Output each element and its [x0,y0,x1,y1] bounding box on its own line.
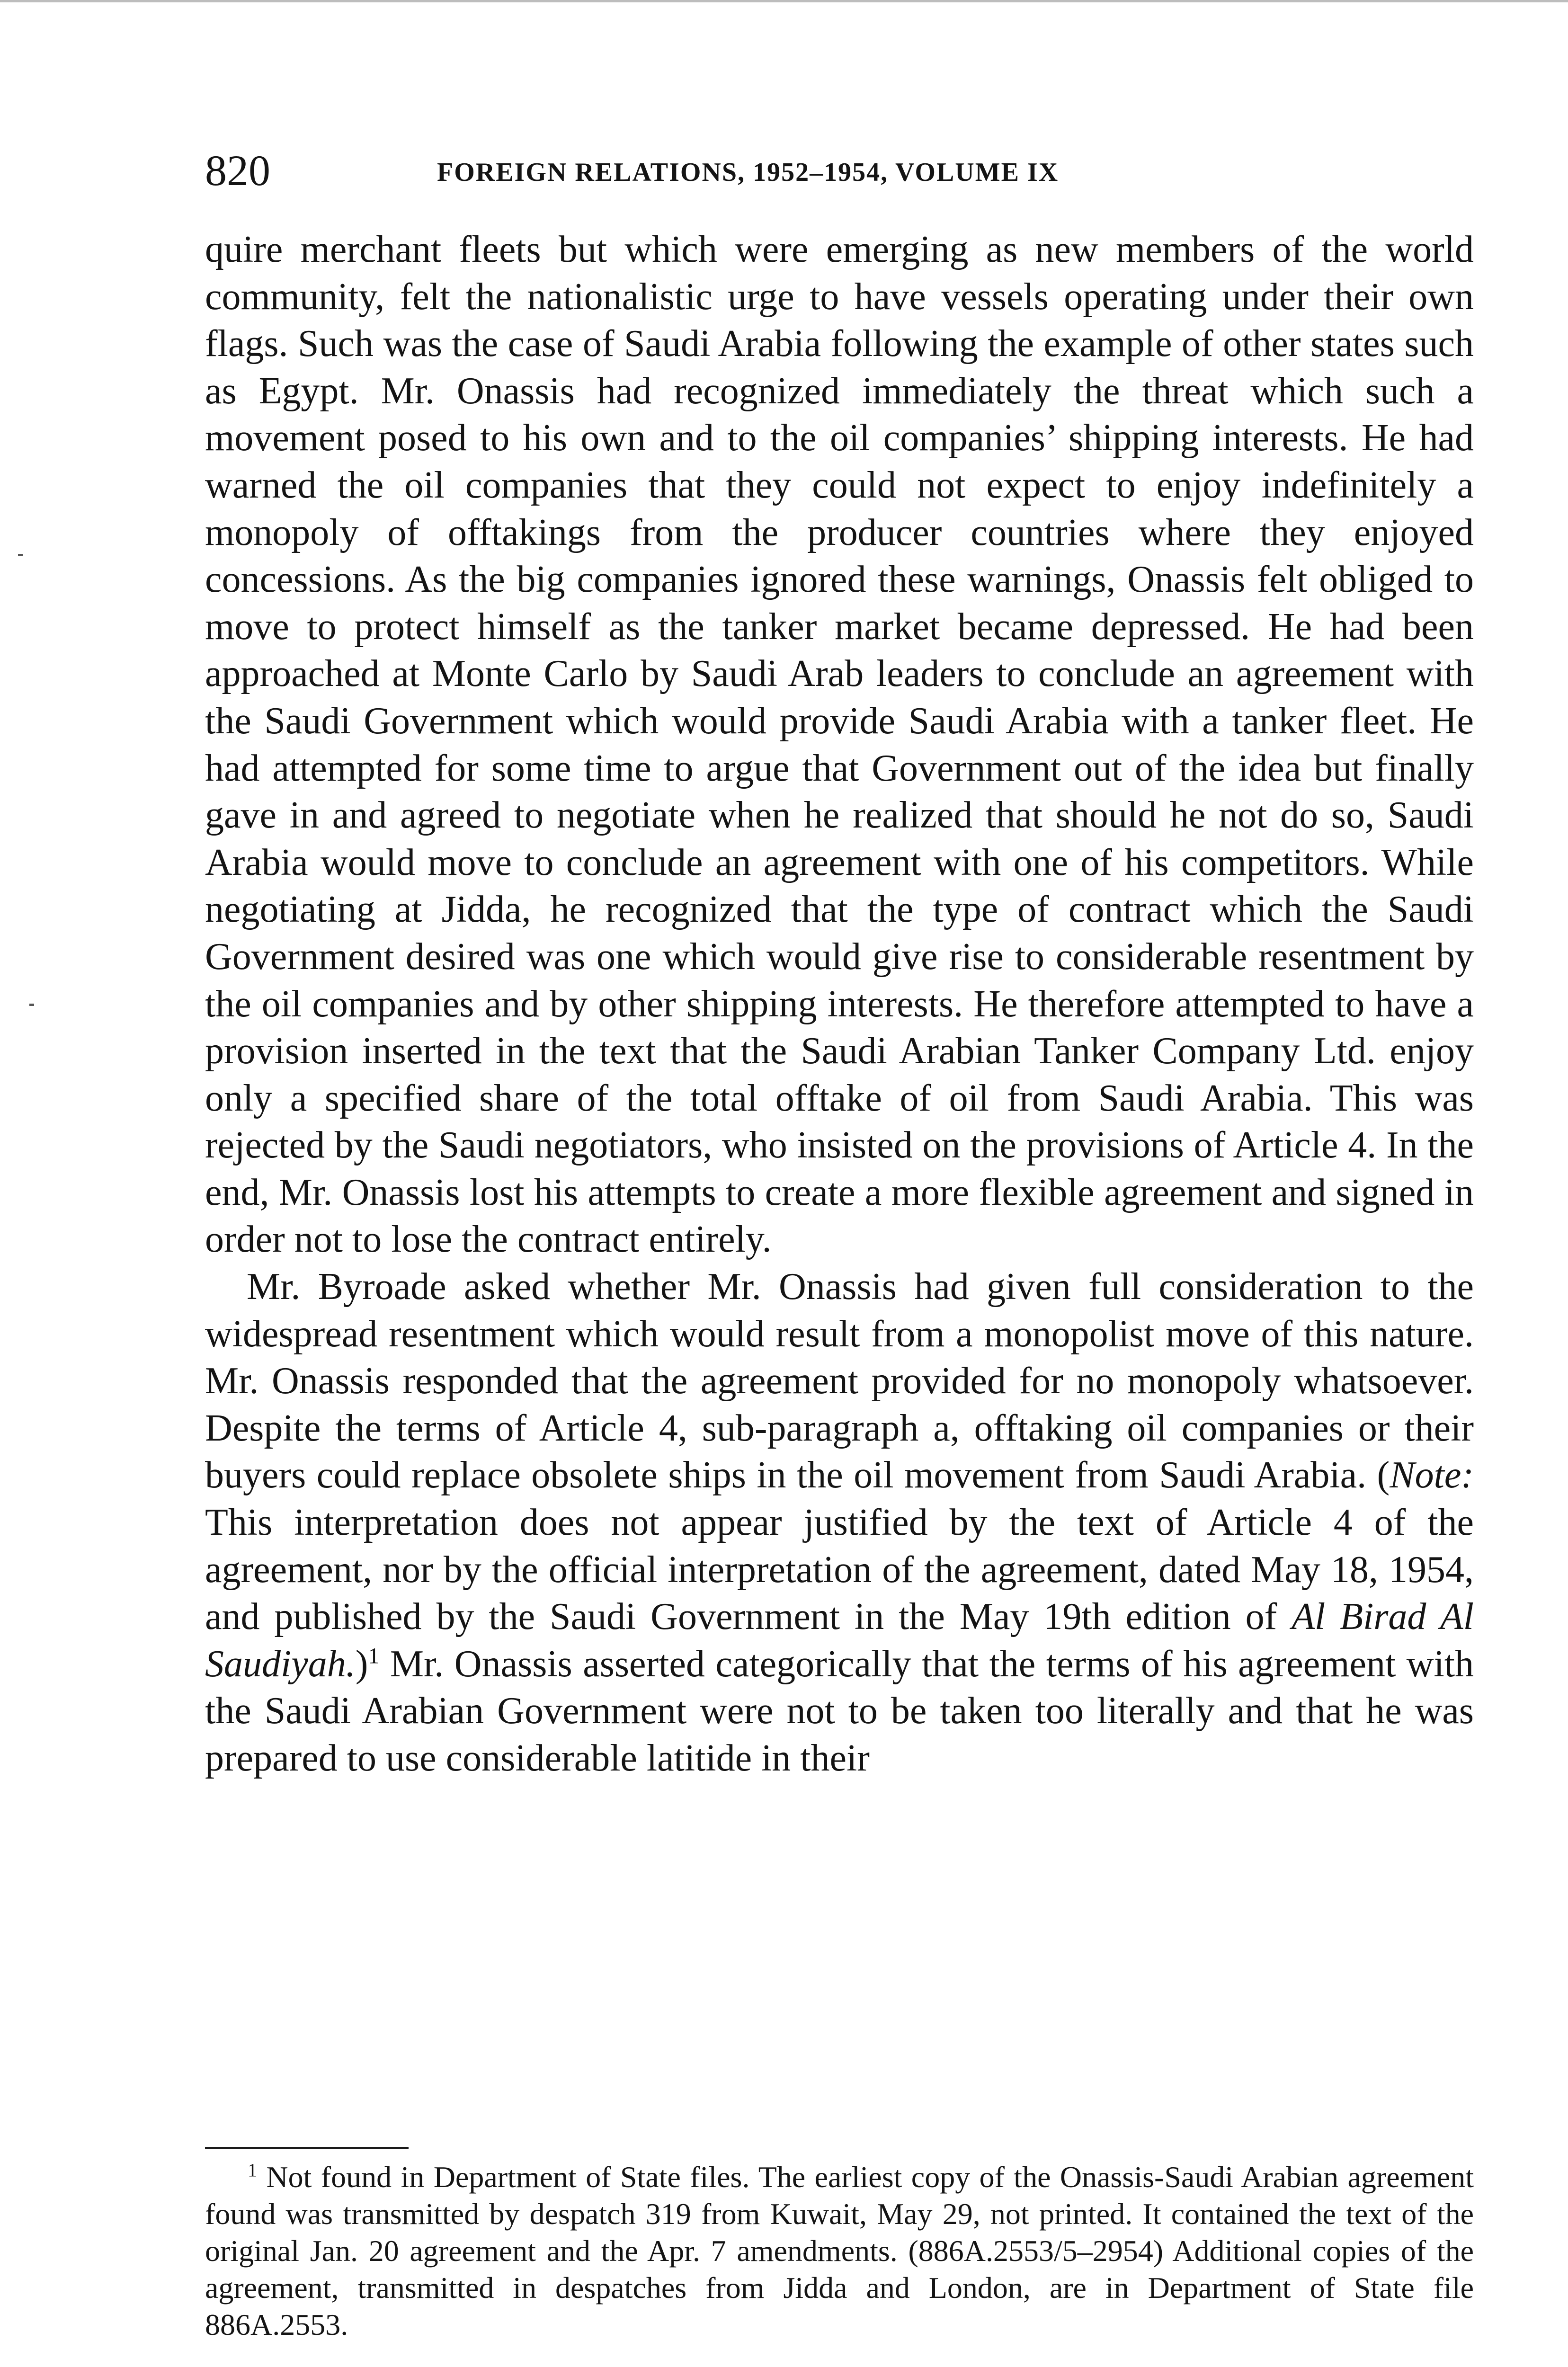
paragraph-2-part-d: Mr. Onassis asserted categorically that the terms of his agreement with the Saudi Arabian Government were not to be taken too literally and that he was prepared to use considerable latitide in their [205,1643,1474,1779]
page-number: 820 [205,146,270,195]
scan-speck [18,554,23,556]
footnote-number: 1 [248,2159,257,2181]
body-text [205,226,1474,1782]
paragraph-2-part-a: Mr. Byroade asked whether Mr. Onassis had given full consideration to the widespread resentment which would result from a monopolist move of this nature. Mr. Onassis responded that the agreement provided for no monopoly whatsoever. Despite the terms of Article 4, sub-paragraph a, offtaking oil companies or their buyers could replace obsolete ships in the oil movement from Saudi Arabia. ( [205,1266,1474,1496]
footnote-divider [205,2147,409,2149]
footnote-1 [205,2159,1474,2343]
note-label: Note: [1390,1454,1474,1496]
page-header [205,142,1474,199]
paragraph-1: quire merchant fleets but which were emerging as new members of the world community, felt the nationalistic urge to have vessels operating under their own flags. Such was the case of Saudi Arabia following the example of other states such as Egypt. Mr. Onassis had recognized immediately the threat which such a movement posed to his own and to the oil companies’ shipping interests. He had warned the oil companies that they could not expect to enjoy indefinitely a monopoly of offtakings from the producer countries where they enjoyed concessions. As the big companies ignored these warnings, Onassis felt obliged to move to protect himself as the tanker market became depressed. He had been approached at Monte Carlo by Saudi Arab leaders to conclude an agreement with the Saudi Government which would provide Saudi Arabia with a tanker fleet. He had attempted for some time to argue that Government out of the idea but finally gave in and agreed to negotiate when he realized that should he not do so, Saudi Arabia would move to conclude an agreement with one of his competitors. While negotiating at Jidda, he recognized that the type of contract which the Saudi Government desired was one which would give rise to considerable resentment by the oil companies and by other shipping interests. He therefore attempted to have a provision inserted in the text that the Saudi Arabian Tanker Company Ltd. enjoy only a specified share of the total offtake of oil from Saudi Arabia. This was rejected by the Saudi negotiators, who insisted on the provisions of Article 4. In the end, Mr. Onassis lost his attempts to create a more flexible agreement and signed in order not to lose the contract entirely. [205,229,1474,1261]
paragraph-2-part-b: This interpretation does not appear justified by the text of Article 4 of the agreement, nor by the official interpretation of the agreement, dated May 18, 1954, and published by the Saudi Government in the May 19th edition of [205,1502,1474,1638]
footnote-marker: 1 [368,1643,380,1669]
running-head: FOREIGN RELATIONS, 1952–1954, VOLUME IX [437,158,1059,187]
scan-speck [29,1004,34,1006]
footnote-text: Not found in Department of State files. The earliest copy of the Onassis-Saudi Arabian agreement found was transmitted by despatch 319 from Kuwait, May 29, not printed. It contained the text of the original Jan. 20 agreement and the Apr. 7 amendments. (886A.2553/5–2954) Additional copies of the agreement, transmitted in despatches from Jidda and London, are in Department of State file 886A.2553. [205,2160,1474,2341]
paragraph-2 [205,1264,1474,1782]
paragraph-2-part-c: ) [355,1643,368,1685]
page-top-edge [0,0,1568,2]
footnote-block [205,2159,1474,2343]
publication-title: Al Birad Al Saudiyah. [205,1596,1474,1685]
